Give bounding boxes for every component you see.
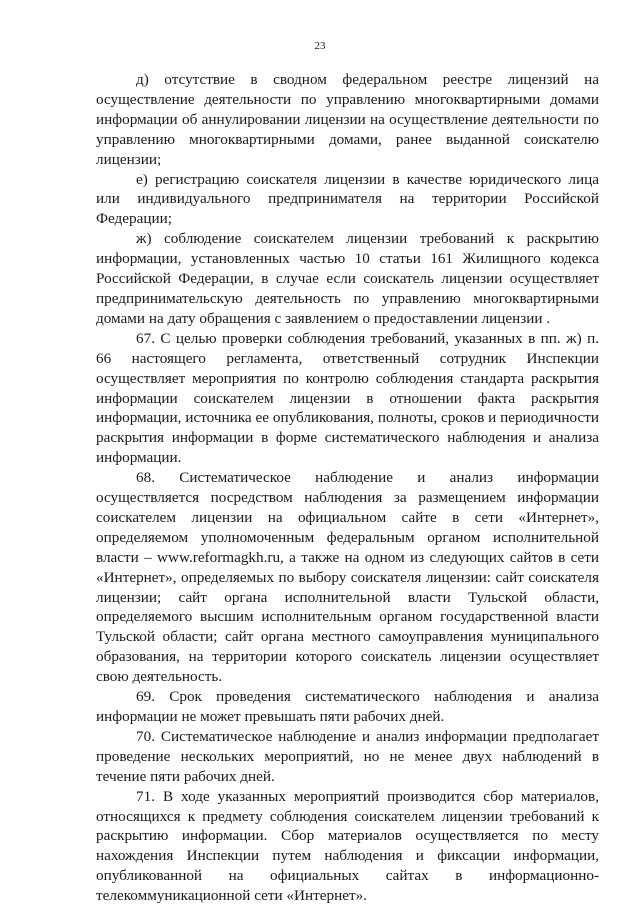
paragraph-item-zh: ж) соблюдение соискателем лицензии требований к раскрытию информации, установленных частью 10 статьи 161 Жилищного кодекса Российской Федерации, в случае если соискатель лицензии осуществляет предпринимательскую деятельность по управлению многоквартирными домами на дату обращения с заявлением о предоставлении лицензии . bbox=[96, 230, 599, 327]
paragraph-71: 71. В ходе указанных мероприятий производится сбор материалов, относящихся к предмету соблюдения соискателем лицензии требований к раскрытию информации. Сбор материалов осуществляется по месту нахождения Инспекции путем наблюдения и фиксации информации, опубликованной на официальных сайтах в информационно-телекоммуникационной сети «Интернет». bbox=[96, 787, 599, 905]
page-number: 23 bbox=[314, 40, 326, 52]
paragraph-67: 67. С целью проверки соблюдения требований, указанных в пп. ж) п. 66 настоящего регламента, ответственный сотрудник Инспекции осуществляет мероприятия по контролю соблюдения стандарта раскрытия информации соискателем лицензии в отношении факта раскрытия информации, источника ее опубликования, полноты, сроков и периодичности раскрытия информации в форме систематического наблюдения и анализа информации. bbox=[96, 329, 599, 467]
paragraph-item-d: д) отсутствие в сводном федеральном реестре лицензий на осуществление деятельности по управлению многоквартирными домами информации об аннулировании лицензии на осуществление деятельности по управлению многоквартирными домами, ранее выданной соискателю лицензии; bbox=[96, 71, 599, 168]
document-body bbox=[96, 70, 599, 906]
paragraph-item-e: е) регистрацию соискателя лицензии в качестве юридического лица или индивидуального предпринимателя на территории Российской Федерации; bbox=[96, 170, 599, 228]
paragraph-69: 69. Срок проведения систематического наблюдения и анализа информации не может превышать пяти рабочих дней. bbox=[96, 688, 599, 725]
paragraph-68: 68. Систематическое наблюдение и анализ информации осуществляется посредством наблюдения за размещением информации соискателем лицензии на официальном сайте в сети «Интернет», определяемом уполномоченным федеральным органом исполнительной власти – www.reformagkh.ru, а также на одном из следующих сайтов в сети «Интернет», определяемых по выбору соискателя лицензии: сайт соискателя лицензии; сайт органа исполнительной власти Тульской области, определяемого высшим исполнительным органом государственной власти Тульской области; сайт органа местного самоуправления муниципального образования, на территории которого соискатель лицензии осуществляет свою деятельность. bbox=[96, 469, 599, 686]
paragraph-70: 70. Систематическое наблюдение и анализ информации предполагает проведение нескольких мероприятий, но не менее двух наблюдений в течение пяти рабочих дней. bbox=[96, 727, 599, 785]
